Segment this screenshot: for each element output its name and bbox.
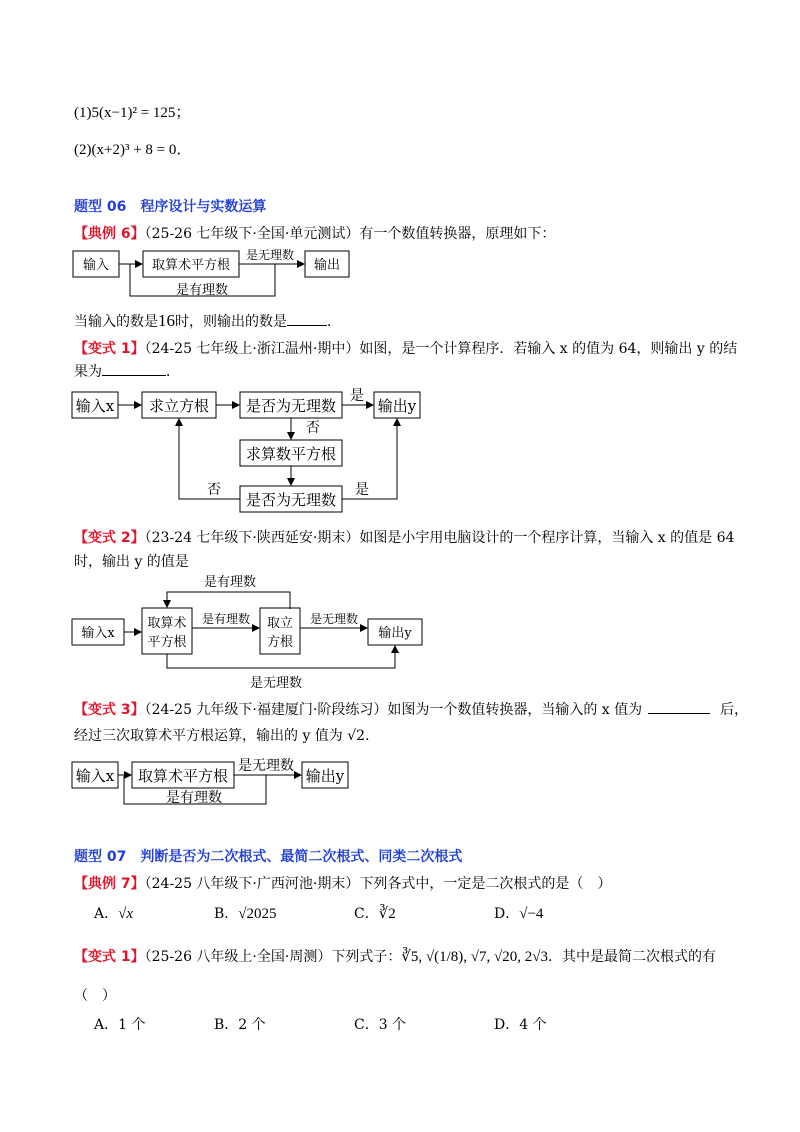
flow-yes2: 是 — [355, 482, 369, 498]
flowchart-variant-1 — [70, 384, 430, 516]
flow-cube: 求立方根 — [148, 397, 210, 415]
equation-2 — [74, 138, 191, 159]
option-label: D． — [494, 1017, 520, 1033]
option-label: B． — [214, 906, 239, 922]
equation-number: (1) — [74, 105, 92, 121]
flow-input: 输入 — [82, 258, 110, 273]
section-heading-06: 题型 06 程序设计与实数运算 — [74, 199, 267, 215]
flow-bottom-label: 是无理数 — [249, 676, 303, 691]
flowchart-example-6 — [70, 244, 370, 306]
variant-tag: 【变式 2】 — [74, 530, 145, 546]
variant-1-prompt — [74, 338, 737, 358]
flow-op2-line1: 取立 — [266, 616, 294, 631]
option-d[interactable] — [494, 1014, 547, 1034]
flow-op: 取算术平方根 — [151, 258, 231, 273]
flow-no: 否 — [306, 420, 320, 436]
flowchart-variant-2 — [70, 572, 430, 692]
number-16: 16 — [158, 311, 175, 330]
answer-blank[interactable] — [102, 363, 166, 376]
flow-sqrt: 求算数平方根 — [245, 445, 337, 463]
flow-op2-line2: 方根 — [266, 635, 294, 650]
flow-no2: 否 — [207, 482, 221, 498]
option-value: 3 个 — [378, 1017, 407, 1033]
option-label: D． — [494, 906, 520, 922]
flow-output: 输出y — [378, 626, 412, 641]
variant-1-prompt-line2 — [74, 361, 180, 381]
variant-3-prompt-line2: 经过三次取算术平方根运算，输出的 y 值为 √2． — [74, 728, 380, 744]
option-value: 1 个 — [118, 1017, 146, 1033]
option-label: A． — [94, 906, 119, 922]
text: 时，则输出的数是 — [175, 314, 287, 330]
flow-rational: 是有理数 — [166, 790, 222, 806]
example-6-prompt — [74, 223, 555, 243]
option-value: 4 个 — [519, 1017, 547, 1033]
variant-7-1-prompt — [74, 946, 716, 966]
equation-expr: 5(x−1)² = 125 — [91, 105, 176, 121]
option-a[interactable] — [94, 1014, 145, 1034]
flowchart-variant-3 — [70, 754, 360, 810]
variant-tag: 【变式 3】 — [74, 702, 145, 718]
flow-op1-line2: 平方根 — [147, 635, 187, 650]
option-c[interactable] — [354, 1014, 406, 1034]
option-label: B． — [214, 1017, 239, 1033]
variant-3-prompt — [74, 699, 748, 719]
flow-output: 输出y — [305, 767, 345, 785]
text: 当输入的数是 — [74, 314, 158, 330]
example-7-prompt — [74, 873, 611, 893]
variant-tag: 【变式 1】 — [74, 341, 145, 357]
option-a[interactable] — [94, 903, 133, 923]
flow-irrational: 是无理数 — [238, 758, 294, 774]
option-value: √x — [118, 906, 134, 922]
text: 果为 — [74, 364, 102, 380]
variant-tag: 【变式 1】 — [74, 949, 145, 965]
example-6-question — [74, 311, 341, 331]
equation-number: (2) — [74, 142, 92, 158]
punct: ． — [176, 142, 192, 158]
section-heading-07: 题型 07 判断是否为二次根式、最简二次根式、同类二次根式 — [74, 849, 463, 865]
variant-text: （23-24 七年级下·陕西延安·期末）如图是小宇用电脑设计的一个程序计算，当输入 x 的值是 64 — [144, 530, 735, 546]
flow-yes: 是 — [350, 388, 364, 404]
variant-text: （25-26 八年级上·全国·周测）下列式子： — [144, 949, 402, 965]
flow-check2: 是否为无理数 — [245, 491, 337, 509]
option-b[interactable] — [214, 1014, 266, 1034]
answer-paren: （ ） — [74, 988, 116, 1004]
flow-irrational: 是无理数 — [309, 612, 359, 626]
variant-text: （24-25 九年级下·福建厦门·阶段练习）如图为一个数值转换器，当输入的 x 值为 — [144, 702, 643, 718]
text: ．其中是最简二次根式的有 — [548, 949, 716, 965]
radical-expressions: ∛5, √(1/8), √7, √20, 2√3 — [401, 949, 548, 965]
flow-input: 输入x — [75, 767, 115, 785]
example-tag: 【典例 7】 — [74, 876, 145, 892]
answer-blank[interactable] — [648, 701, 710, 714]
variant-text: （24-25 七年级上·浙江温州·期中）如图，是一个计算程序．若输入 x 的值为 64，则输出 y 的结 — [144, 341, 738, 357]
flow-input: 输入x — [75, 397, 115, 415]
example-tag: 【典例 6】 — [74, 226, 145, 242]
variant-2-prompt — [74, 527, 734, 547]
text: 后， — [720, 702, 749, 718]
flow-output: 输出 — [313, 258, 341, 273]
text: ． — [166, 364, 180, 380]
option-value: √−4 — [519, 906, 544, 922]
option-label: C． — [354, 1017, 379, 1033]
flow-output: 输出y — [377, 397, 417, 415]
option-c[interactable] — [354, 903, 396, 923]
text: ． — [327, 314, 341, 330]
example-text: （24-25 八年级下·广西河池·期末）下列各式中，一定是二次根式的是（ ） — [144, 876, 612, 892]
equation-1 — [74, 101, 190, 122]
option-label: A． — [94, 1017, 119, 1033]
option-label: C． — [354, 906, 379, 922]
flow-op: 取算术平方根 — [137, 767, 229, 785]
option-value: ∛2 — [378, 906, 396, 922]
flow-input: 输入x — [81, 626, 115, 641]
example-text: （25-26 七年级下·全国·单元测试）有一个数值转换器，原理如下： — [144, 226, 556, 242]
flow-rational: 是有理数 — [201, 612, 251, 626]
punct: ； — [175, 105, 191, 121]
equation-expr: (x+2)³ + 8 = 0 — [91, 142, 177, 158]
option-value: √2025 — [238, 906, 277, 922]
flow-top-label: 是有理数 — [203, 575, 257, 590]
variant-2-prompt-line2: 时，输出 y 的值是 — [74, 554, 189, 570]
option-value: 2 个 — [238, 1017, 266, 1033]
option-b[interactable] — [214, 903, 277, 923]
flow-op1-line1: 取算术 — [147, 616, 187, 631]
flow-check1: 是否为无理数 — [245, 397, 337, 415]
answer-blank[interactable] — [287, 313, 327, 326]
option-d[interactable] — [494, 903, 543, 923]
flow-rational: 是有理数 — [175, 283, 229, 298]
flow-yes-irrational: 是无理数 — [245, 248, 295, 262]
